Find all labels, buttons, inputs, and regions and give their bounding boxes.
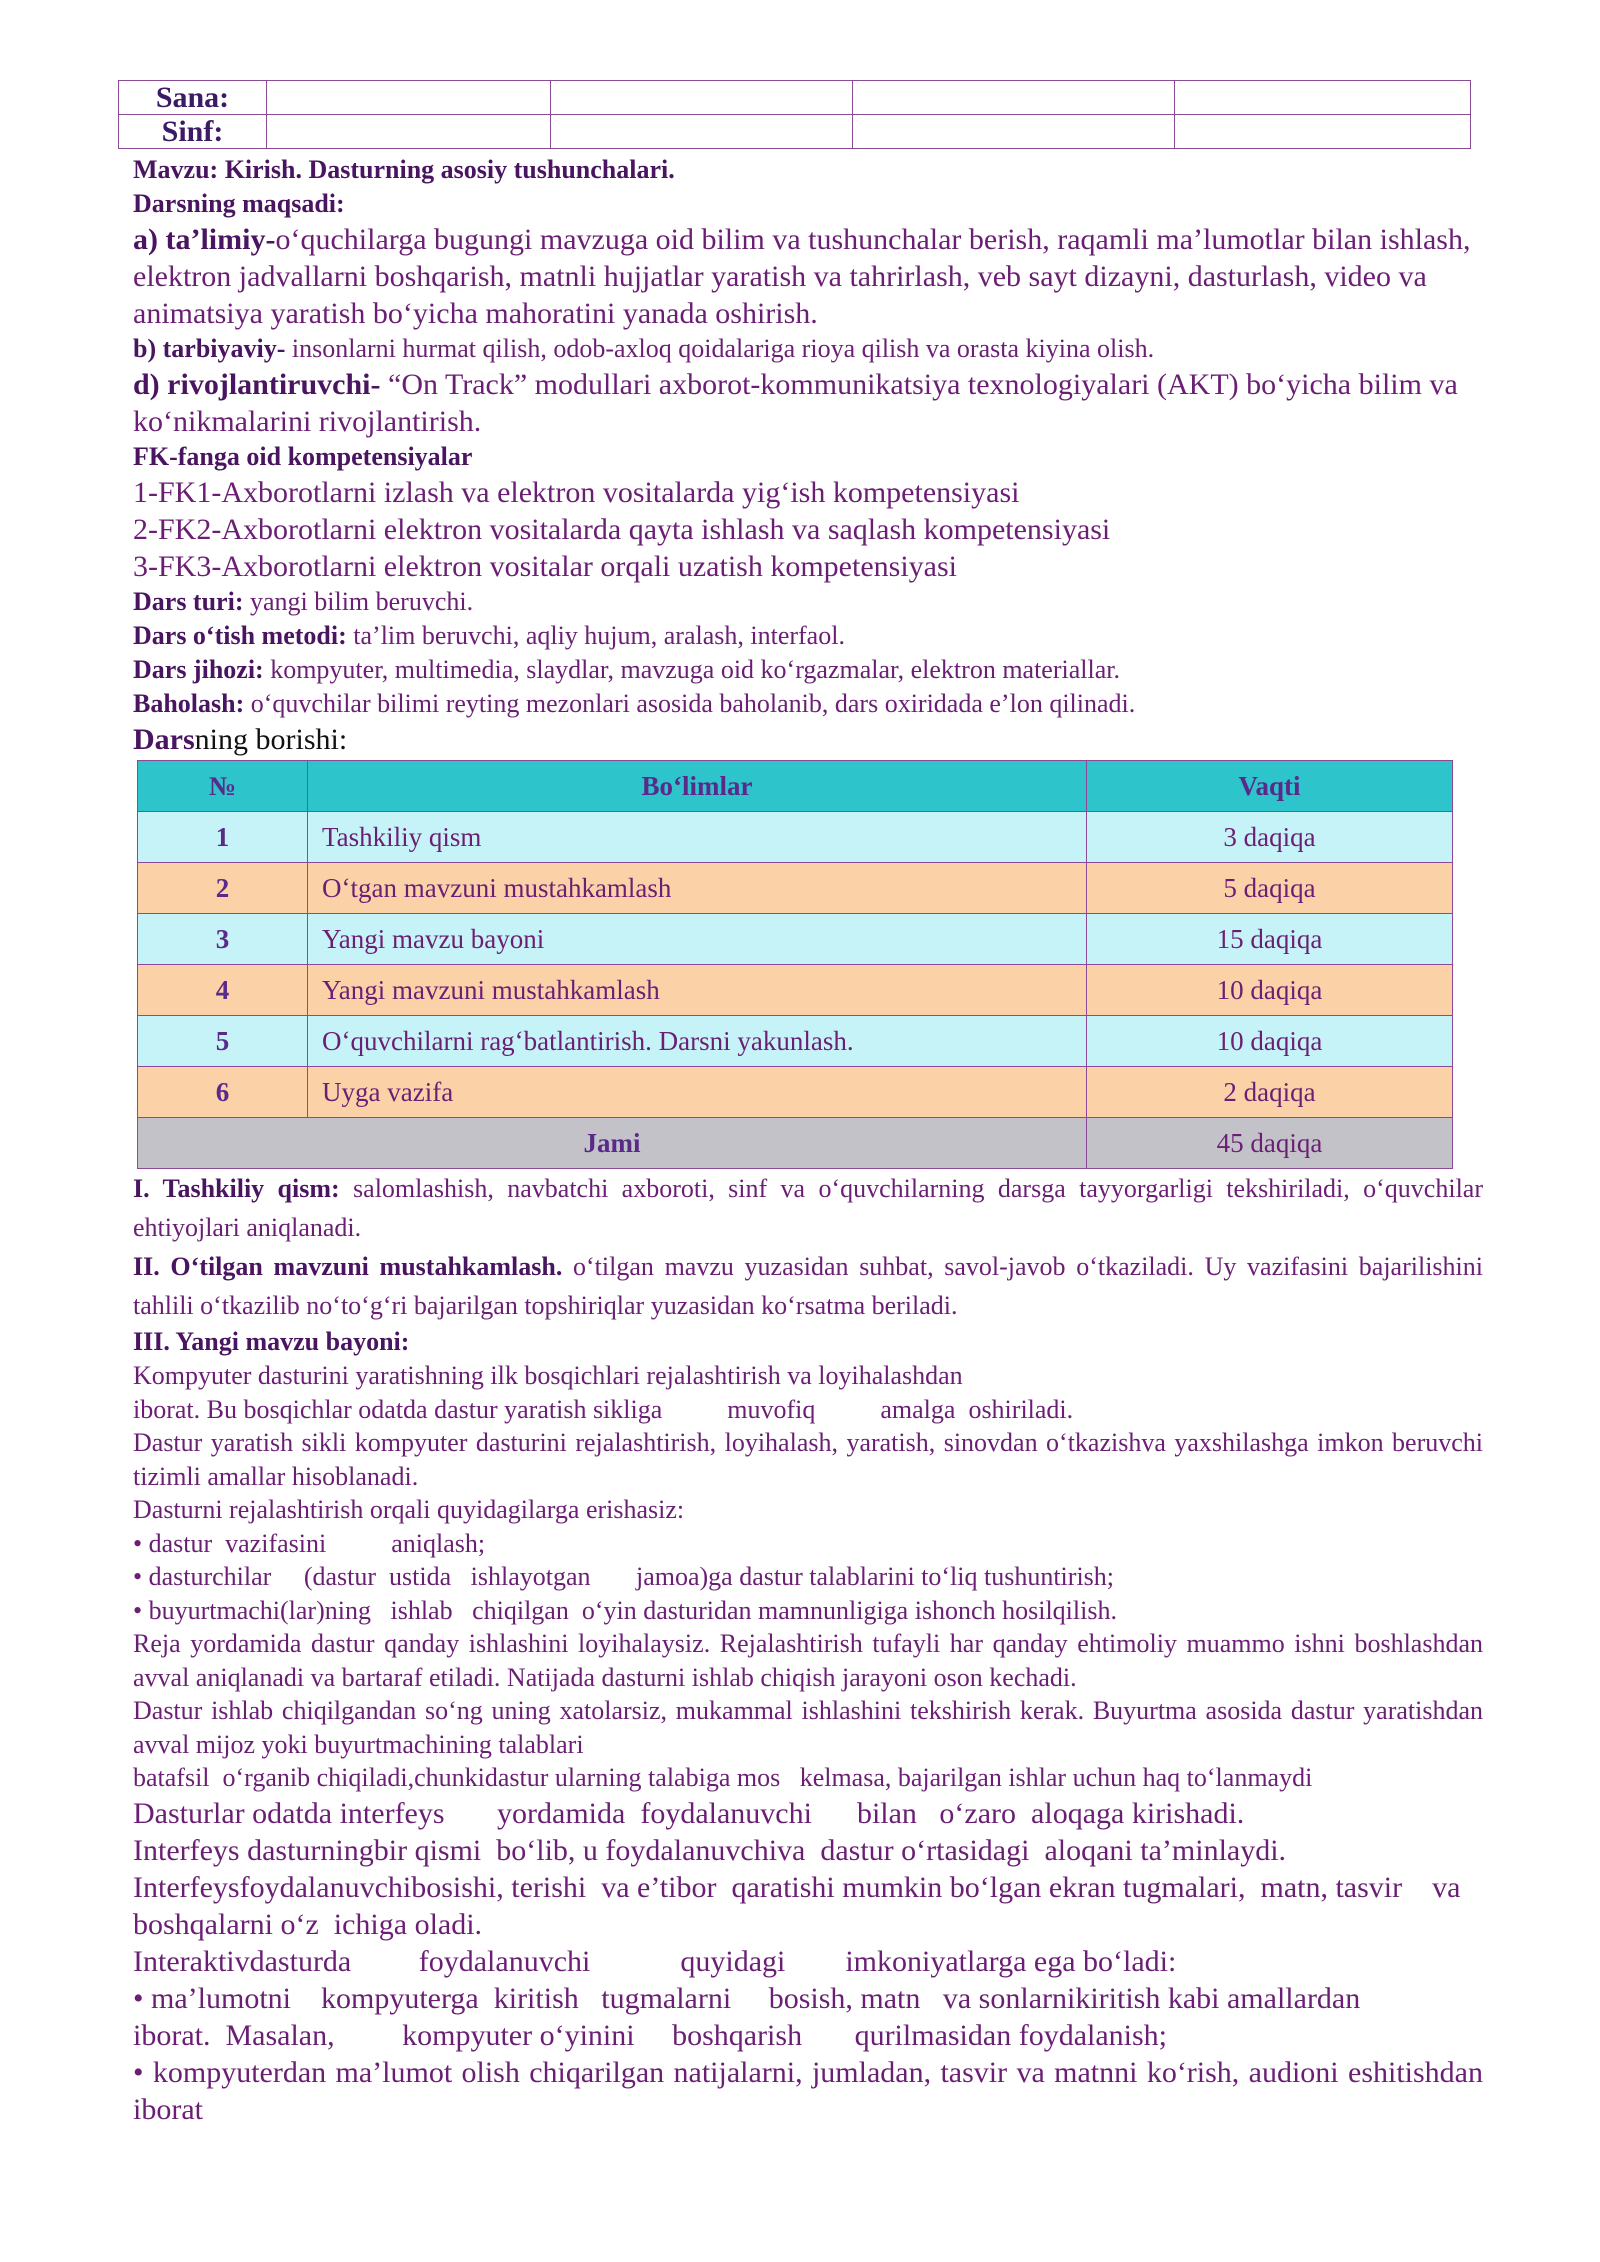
jihoz-text: kompyuter, multimedia, slaydlar, mavzuga oid ko‘rgazmalar, elektron materiallar. — [263, 655, 1120, 684]
tarbiyaviy-paragraph — [133, 332, 1483, 366]
fk-item: 3-FK3-Axborotlarni elektron vositalar orqali uzatish kompetensiyasi — [133, 550, 957, 583]
body-line: iborat. Bu bosqichlar odatda dastur yaratish sikliga muvofiq amalga oshiriladi. — [133, 1394, 1074, 1424]
sana-cell[interactable] — [1175, 81, 1471, 115]
table-row — [138, 812, 1453, 863]
baholash-label: Baholash: — [133, 689, 245, 718]
talimiy-paragraph — [133, 221, 1483, 332]
body-line: batafsil o‘rganib chiqiladi,chunkidastur ularning talabiga mos kelmasa, bajarilgan ishlar uchun haq to‘lanmaydi — [133, 1763, 1313, 1792]
fk-title: FK-fanga oid kompetensiyalar — [133, 442, 473, 471]
row-section: O‘quvchilarni rag‘batlantirish. Darsni yakunlash. — [308, 1016, 1087, 1067]
table-row — [138, 965, 1453, 1016]
table-row — [138, 914, 1453, 965]
row-section: Tashkiliy qism — [308, 812, 1087, 863]
metod-label: Dars o‘tish metodi: — [133, 621, 347, 650]
mavzu-title: Mavzu: Kirish. Dasturning asosiy tushunchalari. — [133, 155, 675, 184]
sana-label: Sana: — [119, 81, 267, 115]
dars-turi — [133, 585, 1483, 619]
section-2 — [133, 1247, 1483, 1325]
rivoj-text: “On Track” modullari axborot-kommunikatsiya texnologiyalari (AKT) bo‘yicha bilim va ko‘nikmalarini rivojlantirish. — [133, 368, 1458, 438]
row-number: 2 — [138, 863, 308, 914]
lesson-schedule-table — [137, 760, 1453, 1169]
body-line-large: Interfeysfoydalanuvchibosishi, terishi va e’tibor qaratishi mumkin bo‘lgan ekran tugmalari, matn, tasvir va boshqalarni o‘z ichiga oladi. — [133, 1870, 1468, 1941]
jihoz-label: Dars jihozi: — [133, 655, 264, 684]
row-time: 5 daqiqa — [1087, 863, 1453, 914]
col-header-time: Vaqti — [1087, 761, 1453, 812]
tarbiyaviy-text: insonlarni hurmat qilish, odob-axloq qoidalariga rioya qilish va orasta kiyina olish. — [285, 334, 1155, 363]
schedule-header-row — [138, 761, 1453, 812]
section-2-label: II. O‘tilgan mavzuni mustahkamlash. — [133, 1252, 563, 1281]
row-time: 15 daqiqa — [1087, 914, 1453, 965]
col-header-number: № — [138, 761, 308, 812]
row-number: 4 — [138, 965, 308, 1016]
dars-metodi — [133, 619, 1483, 653]
rivoj-label: d) rivojlantiruvchi- — [133, 368, 381, 401]
bullet-item: • dastur vazifasini aniqlash; — [133, 1528, 486, 1558]
row-section: Uyga vazifa — [308, 1067, 1087, 1118]
section-1-label: I. Tashkiliy qism: — [133, 1174, 340, 1203]
section-1-text: salomlashish, navbatchi axboroti, sinf va o‘quvchilarning darsga tayyorgarligi tekshiriladi, o‘quvchilar ehtiyojlari aniqlanadi. — [133, 1174, 1483, 1242]
body-line: Dasturni rejalashtirish orqali quyidagilarga erishasiz: — [133, 1495, 685, 1524]
sinf-label: Sinf: — [119, 115, 267, 149]
lesson-content — [133, 153, 1483, 2128]
date-class-table — [118, 80, 1471, 149]
rivoj-paragraph — [133, 366, 1483, 440]
body-line-large: Interfeys dasturningbir qismi bo‘lib, u foydalanuvchiva dastur o‘rtasidagi aloqani ta’minlaydi. — [133, 1833, 1287, 1867]
bullet-item-large: • ma’lumotni kompyuterga kiritish tugmalarni bosish, matn va sonlarnikiritish kabi amallardan iborat. Masalan, kompyuter o‘yinini boshqarish qurilmasidan foydalanish; — [133, 1981, 1413, 2052]
body-line: Kompyuter dasturini yaratishning ilk bosqichlari rejalashtirish va loyihalashdan — [133, 1361, 963, 1390]
tarbiyaviy-label: b) tarbiyaviy- — [133, 334, 286, 363]
row-number: 1 — [138, 812, 308, 863]
bullet-item: • buyurtmachi(lar)ning ishlab chiqilgan o‘yin dasturidan mamnunligiga ishonch hosilqilish. — [133, 1595, 1117, 1625]
body-line: Reja yordamida dastur qanday ishlashini loyihalaysiz. Rejalashtirish tufayli har qanday ehtimoliy muammo ishni boshlashdan avval aniqlanadi va bartaraf etiladi. Natijada dasturni ishlab chiqish jarayoni oson kechadi. — [133, 1629, 1483, 1692]
sinf-cell[interactable] — [853, 115, 1175, 149]
baholash — [133, 687, 1483, 721]
body-line: Dastur ishlab chiqilgandan so‘ng uning xatolarsiz, mukammal ishlashini tekshirish kerak. Buyurtma asosida dastur yaratishdan avval mijoz yoki buyurtmachining talablari — [133, 1696, 1483, 1759]
bullet-item-large: • kompyuterdan ma’lumot olish chiqarilgan natijalarni, jumladan, tasvir va matnni ko‘rish, audioni eshitishdan iborat — [133, 2055, 1483, 2126]
row-section: Yangi mavzuni mustahkamlash — [308, 965, 1087, 1016]
fk-item: 1-FK1-Axborotlarni izlash va elektron vositalarda yig‘ish kompetensiyasi — [133, 476, 1020, 509]
row-section: O‘tgan mavzuni mustahkamlash — [308, 863, 1087, 914]
dars-jihozi — [133, 653, 1483, 687]
table-row — [138, 1067, 1453, 1118]
row-time: 10 daqiqa — [1087, 965, 1453, 1016]
sinf-cell[interactable] — [1175, 115, 1471, 149]
sinf-cell[interactable] — [551, 115, 853, 149]
col-header-sections: Bo‘limlar — [308, 761, 1087, 812]
sana-cell[interactable] — [267, 81, 551, 115]
maqsad-title: Darsning maqsadi: — [133, 189, 345, 218]
borishi-part-a: Dars — [133, 723, 195, 756]
total-time: 45 daqiqa — [1087, 1118, 1453, 1169]
section-1 — [133, 1169, 1483, 1247]
borishi-part-b: ning borishi: — [194, 723, 348, 756]
metod-text: ta’lim beruvchi, aqliy hujum, aralash, interfaol. — [346, 621, 845, 650]
body-line: Dastur yaratish sikli kompyuter dasturini rejalashtirish, loyihalash, yaratish, sinovdan o‘tkazishva yaxshilashga imkon beruvchi tizimli amallar hisoblanadi. — [133, 1428, 1483, 1491]
talimiy-text: o‘quchilarga bugungi mavzuga oid bilim va tushunchalar berish, raqamli ma’lumotlar bilan ishlash, elektron jadvallarni boshqarish, matnli hujjatlar yaratish va tahrirlash, veb sayt dizayni, dasturlash, video va animatsiya yaratish bo‘yicha mahoratini yanada oshirish. — [133, 223, 1471, 330]
row-time: 2 daqiqa — [1087, 1067, 1453, 1118]
section-3-label: III. Yangi mavzu bayoni: — [133, 1327, 410, 1356]
table-row — [138, 1016, 1453, 1067]
sana-cell[interactable] — [551, 81, 853, 115]
row-time: 10 daqiqa — [1087, 1016, 1453, 1067]
bullet-item: • dasturchilar (dastur ustida ishlayotgan jamoa)ga dastur talablarini to‘liq tushuntirish; — [133, 1562, 1115, 1591]
body-line-large: Dasturlar odatda interfeys yordamida foydalanuvchi bilan o‘zaro aloqaga kirishadi. — [133, 1796, 1245, 1830]
row-time: 3 daqiqa — [1087, 812, 1453, 863]
row-section: Yangi mavzu bayoni — [308, 914, 1087, 965]
baholash-text: o‘quvchilar bilimi reyting mezonlari asosida baholanib, dars oxiridada e’lon qilinadi. — [244, 689, 1136, 718]
sana-cell[interactable] — [853, 81, 1175, 115]
sana-row — [119, 81, 1471, 115]
dars-turi-text: yangi bilim beruvchi. — [243, 587, 474, 616]
total-row — [138, 1118, 1453, 1169]
section-2-text: o‘tilgan mavzu yuzasidan suhbat, savol-javob o‘tkaziladi. Uy vazifasini bajarilishini tahlili o‘tkazilib no‘to‘g‘ri bajarilgan topshiriqlar yuzasidan ko‘rsatma beriladi. — [133, 1252, 1483, 1320]
talimiy-label: a) ta’limiy- — [133, 223, 276, 256]
row-number: 5 — [138, 1016, 308, 1067]
total-label: Jami — [138, 1118, 1087, 1169]
fk-item: 2-FK2-Axborotlarni elektron vositalarda qayta ishlash va saqlash kompetensiyasi — [133, 513, 1111, 546]
row-number: 3 — [138, 914, 308, 965]
darsning-borishi — [133, 721, 1483, 758]
table-row — [138, 863, 1453, 914]
sinf-cell[interactable] — [267, 115, 551, 149]
body-line-large: Interaktivdasturda foydalanuvchi quyidagi imkoniyatlarga ega bo‘ladi: — [133, 1944, 1177, 1978]
sinf-row — [119, 115, 1471, 149]
dars-turi-label: Dars turi: — [133, 587, 244, 616]
row-number: 6 — [138, 1067, 308, 1118]
